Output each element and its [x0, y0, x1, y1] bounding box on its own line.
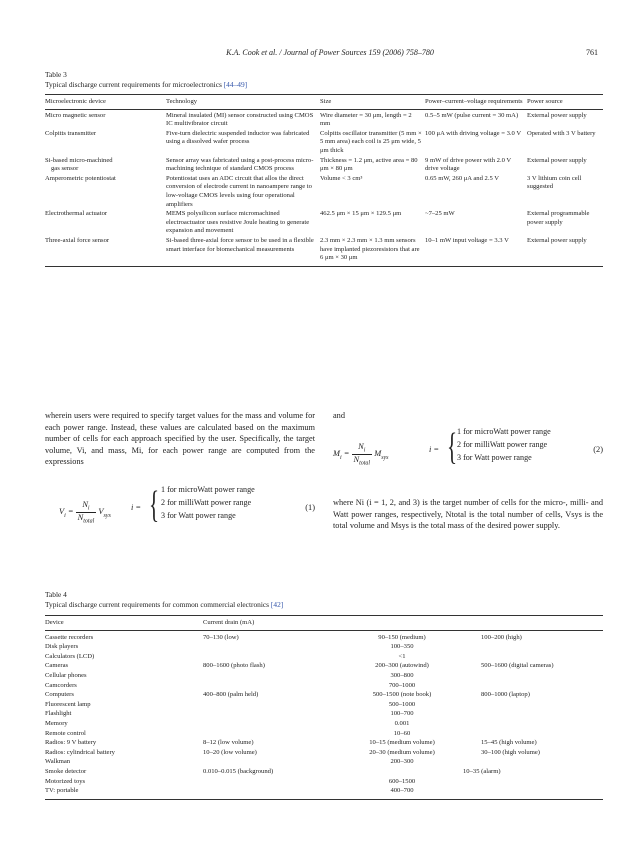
- table-row: [45, 129, 603, 156]
- table4-cell-current-low: 70–130 (low): [203, 633, 239, 641]
- table3-cell-power: 10–1 mW input voltage = 3.3 V: [425, 236, 509, 244]
- table4-cell-current-high: [463, 652, 603, 662]
- table3-cell-device: Colpitts transmitter: [45, 129, 97, 137]
- table3-header-power: Power–current–voltage requirements: [425, 98, 523, 105]
- eq1-numerator: N: [82, 500, 88, 509]
- equation-2: [333, 420, 603, 490]
- table-row: [45, 757, 603, 767]
- table4-cell-current-medium: 0.001: [394, 719, 410, 727]
- eq2-system-sub: sys: [381, 454, 389, 461]
- table4-cell-current-medium: [343, 767, 463, 777]
- table3-label: Table 3: [45, 70, 67, 79]
- right-paragraph: where Ni (i = 1, 2, and 3) is the target number of cells for the micro-, milli- and Watt power ranges, respectively, Ntotal is the total number of cells, Vsys is the total volume and Msys is the total mass of the desired power supply.: [333, 498, 603, 530]
- table4-cell-current-low: [203, 681, 343, 691]
- table4-cell-device: Radios: 9 V battery: [45, 739, 97, 747]
- table4-cell-current-medium: 100–350: [390, 643, 414, 651]
- equation-2-lhs: $M_i$ = $\frac{N_i}{N_{total}}$ $M_{sys}$: [333, 442, 389, 467]
- table4-cell-current-medium: 200–300: [390, 758, 414, 766]
- right-intro: and: [333, 411, 345, 420]
- eq2-condition: i =: [429, 445, 440, 454]
- table3-cell-device-line2: gas sensor: [51, 165, 79, 173]
- table4-cell-device: Walkman: [45, 758, 71, 766]
- running-head: K.A. Cook et al. / Journal of Power Sources 159 (2006) 758–780: [226, 48, 434, 57]
- table3-cell-source: 3 V lithium coin cell suggested: [527, 174, 582, 191]
- table4-cell-current-low: 10–20 (low volume): [203, 748, 257, 756]
- table4-cell-current-medium: 20–30 (medium volume): [369, 748, 435, 756]
- table3-header-source: Power source: [527, 98, 563, 105]
- table4-cell-current-high: [463, 642, 603, 652]
- table4-cell-current-medium: <1: [398, 652, 406, 660]
- table4-cell-current-low: [203, 642, 343, 652]
- table3-cell-power: 0.5–5 mW (pulse current = 30 mA): [425, 111, 519, 119]
- eq1-case-2: 2 for milliWatt power range: [161, 498, 252, 507]
- table4-cell-current-medium: 700–1000: [388, 681, 416, 689]
- table3-header-device: Microelectronic device: [45, 98, 106, 105]
- table3-cell-technology: Five-turn dielectric suspended inductor was fabricated using a dissolved wafer process: [166, 129, 310, 146]
- table4-cell-current-low: [203, 777, 343, 787]
- table-row: [45, 767, 603, 777]
- table4-cell-device: Memory: [45, 719, 68, 727]
- table4-header-current: Current drain (mA): [203, 619, 255, 626]
- table-row: [45, 661, 603, 671]
- table3-cell-size: 2.3 mm × 2.3 mm × 1.3 mm sensors have implanted piezoresistors that are 6 μm × 30 μm: [320, 236, 420, 262]
- eq1-denominator-sub: total: [83, 518, 95, 525]
- table3-cell-source: External power supply: [527, 111, 587, 119]
- table4-cell-device: Flashlight: [45, 710, 72, 718]
- table3-cell-technology: Si-based three-axial force sensor to be used in a flexible smart interface for biomechanical measurements: [166, 236, 314, 253]
- eq2-case-1: 1 for microWatt power range: [457, 427, 551, 436]
- table-row: [45, 748, 603, 758]
- table4-cell-current-high: [463, 700, 603, 710]
- table4-cell-current-medium: 100–700: [390, 710, 414, 718]
- table4-cell-current-high: [463, 709, 603, 719]
- table4-cell-current-medium: 500–1500 (note book): [372, 691, 432, 699]
- table4: [45, 615, 603, 800]
- table3-cell-technology: Potentiostat uses an ADC circuit that allos the direct conversion of electrode current in nanoampere range to low-voltage CMOS levels using four operational amplifiers: [166, 174, 312, 208]
- eq1-lhs-symbol: V: [59, 507, 65, 517]
- table4-cell-current-high: [463, 671, 603, 681]
- table-row: [45, 671, 603, 681]
- table4-cell-device: Radios: cylindrical battery: [45, 748, 115, 756]
- eq2-lhs-subscript: i: [339, 454, 342, 461]
- table-row: [45, 642, 603, 652]
- eq2-lhs-symbol: M: [333, 449, 340, 459]
- eq1-condition: i =: [131, 503, 142, 512]
- table3-cell-source: External programmable power supply: [527, 210, 590, 226]
- table3-cell-power: 9 mW of drive power with 2.0 V drive voltage: [425, 156, 512, 173]
- eq1-numerator-sub: i: [87, 505, 90, 512]
- table4-cell-device: Camcorders: [45, 681, 77, 689]
- table4-header-row: [45, 616, 603, 631]
- table4-cell-current-high: 500–1600 (digital cameras): [481, 662, 554, 670]
- table3-header-row: [45, 95, 603, 110]
- table4-cell-current-high: [463, 719, 603, 729]
- table-row: [45, 156, 603, 174]
- table4-header-device: Device: [45, 619, 64, 626]
- table4-cell-device: Cellular phones: [45, 671, 87, 679]
- table4-cell-current-high: 15–45 (high volume): [481, 739, 537, 747]
- table3-cell-device: Electrothermal actuator: [45, 210, 108, 218]
- eq1-lhs-subscript: i: [64, 512, 66, 519]
- table-row: [45, 690, 603, 700]
- table4-cell-current-low: 8–12 (low volume): [203, 739, 254, 747]
- table3-cell-size: Wire diameter = 30 μm, length = 2 mm: [320, 111, 412, 128]
- table4-cell-device: Fluorescent lamp: [45, 700, 91, 708]
- table3-cell-source: External power supply: [527, 236, 587, 244]
- table4-caption-text: Typical discharge current requirements for common commercial electronics: [45, 600, 270, 609]
- eq1-brace: {: [149, 484, 160, 526]
- table4-cell-current-medium: 10–15 (medium volume): [369, 739, 435, 747]
- table3-header-technology: Technology: [166, 98, 198, 105]
- table3-cell-device-line1: Si-based micro-machined: [45, 156, 113, 164]
- right-column: [333, 497, 603, 532]
- table3-header-size: Size: [320, 98, 332, 105]
- eq2-case-3: 3 for Watt power range: [457, 453, 532, 462]
- eq2-denominator: N: [353, 454, 360, 464]
- eq2-denominator-sub: total: [359, 460, 371, 467]
- table3-cell-size: Colpitts oscillator transmitter (5 mm × 5 mm area) each coil is 25 μm wide, 5 μm thick: [320, 129, 422, 154]
- eq2-brace: {: [447, 426, 458, 468]
- eq2-fraction: [352, 442, 373, 466]
- table4-cell-current-high: 800–1000 (laptop): [481, 691, 530, 699]
- table3-cell-size: Volume < 3 cm³: [320, 174, 363, 182]
- eq1-case-3: 3 for Watt power range: [161, 511, 236, 520]
- table-row: [45, 709, 603, 719]
- table4-body: [45, 630, 603, 799]
- table-row: [45, 630, 603, 642]
- eq2-case-2: 2 for milliWatt power range: [457, 440, 548, 449]
- table4-cell-device: Cassette recorders: [45, 633, 94, 641]
- table4-cell-device: Cameras: [45, 662, 69, 670]
- table3-cell-device: Micro magnetic sensor: [45, 111, 106, 119]
- table3-cell-source: External power supply: [527, 156, 587, 164]
- table3-caption: [45, 70, 247, 90]
- table3-cell-device: Three-axial force sensor: [45, 236, 110, 244]
- table4-cell-current-medium: 400–700: [390, 787, 414, 795]
- table4-cell-current-high: 30–100 (high volume): [481, 748, 540, 756]
- eq1-cases: [161, 483, 255, 522]
- left-column: [45, 410, 315, 468]
- table4-cell-current-high: [463, 757, 603, 767]
- table3-cell-device: [45, 156, 166, 174]
- table4-cell-current-high: 100–200 (high): [481, 633, 522, 641]
- table4-cell-current-low: [203, 729, 343, 739]
- equation-1: [45, 478, 315, 548]
- table3-cell-power: 0.65 mW, 260 μA and 2.5 V: [425, 174, 500, 182]
- table4-cell-device: Calculators (LCD): [45, 652, 95, 660]
- table3-cell-technology: Sensor array was fabricated using a post-process micro-machining technique of standard CMOS process: [166, 156, 314, 173]
- table3: [45, 94, 603, 267]
- eq2-numerator-sub: i: [363, 447, 366, 454]
- table4-cell-device: TV: portable: [45, 787, 79, 795]
- table-row: [45, 719, 603, 729]
- table4-cell-current-low: [203, 652, 343, 662]
- table4-cell-current-high: [463, 786, 603, 799]
- table4-cell-current-low: [203, 719, 343, 729]
- table4-cell-current-medium: 90–150 (medium): [378, 633, 426, 641]
- eq1-case-1: 1 for microWatt power range: [161, 485, 255, 494]
- eq2-cases: [457, 425, 551, 464]
- table-row: [45, 786, 603, 799]
- eq1-system-sub: sys: [103, 512, 111, 519]
- table4-cell-current-high: [463, 681, 603, 691]
- table-row: [45, 652, 603, 662]
- table3-cell-technology: MEMS polysilicon surface micromachined electroactuator uses resistive Joule heating to generate expansion and movement: [166, 210, 310, 235]
- page-number: 761: [586, 48, 598, 57]
- table3-cell-device: Amperometric potentiostat: [45, 174, 116, 182]
- table4-cell-current-medium: 600–1500: [388, 777, 416, 785]
- table4-cell-current-low: [203, 700, 343, 710]
- left-paragraph: wherein users were required to specify target values for the mass and volume for each power range. Instead, these values are calculated based on the maximum number of cells for each approach specified by the user. Specifically, the target volume, Vi, and mass, Mi, for each power range are computed from the expressions: [45, 411, 315, 466]
- table4-cell-current-medium: 300–800: [390, 671, 414, 679]
- table4-cell-device: Smoke detector: [45, 767, 87, 775]
- table3-cell-source: Operated with 3 V battery: [527, 129, 596, 137]
- table4-cell-current-low: 800–1600 (photo flash): [203, 662, 265, 670]
- table4-cell-current-medium: 200–300 (autowind): [375, 662, 429, 670]
- table3-cell-power: 100 μA with driving voltage = 3.0 V: [425, 129, 522, 137]
- table-row: [45, 174, 603, 209]
- table-row: [45, 236, 603, 266]
- table-row: [45, 700, 603, 710]
- table4-cell-device: Disk players: [45, 643, 79, 651]
- table4-cell-current-low: [203, 671, 343, 681]
- table4-cell-current-high: [463, 729, 603, 739]
- table4-reference-link[interactable]: [42]: [270, 600, 284, 609]
- eq1-denominator: N: [77, 512, 84, 522]
- table3-cell-size: 462.5 μm × 15 μm × 129.5 μm: [320, 210, 402, 218]
- eq1-fraction: [76, 500, 97, 524]
- table3-cell-technology: Mineral insulated (MI) sensor constructed using CMOS IC multivibrator circuit: [166, 111, 314, 128]
- table3-cell-size: Thickness = 1.2 μm, active area = 80 μm × 80 μm: [320, 156, 418, 173]
- eq1-system-symbol: V: [98, 507, 104, 517]
- table4-cell-device: Remote control: [45, 729, 86, 737]
- table3-caption-text: Typical discharge current requirements for microelectronics: [45, 80, 222, 89]
- table4-cell-device: Computers: [45, 691, 74, 699]
- table-row: [45, 738, 603, 748]
- eq2-system-symbol: M: [374, 449, 382, 459]
- table4-caption: [45, 590, 283, 610]
- table-row: [45, 209, 603, 236]
- table3-reference-link[interactable]: [44–49]: [223, 80, 248, 89]
- equation-1-lhs: $V_i$ = $\frac{N_i}{N_{total}}$ $V_{sys}$: [59, 500, 111, 525]
- table4-cell-current-low: [203, 757, 343, 767]
- table4-cell-current-medium: 10–60: [393, 729, 411, 737]
- table3-cell-power: ~7–25 mW: [425, 210, 455, 218]
- table4-cell-current-high: 10–35 (alarm): [463, 767, 501, 775]
- eq2-number: (2): [593, 445, 603, 454]
- table-row: [45, 109, 603, 129]
- table4-cell-current-low: 400–800 (palm held): [203, 691, 259, 699]
- table-row: [45, 729, 603, 739]
- table4-cell-current-low: [203, 709, 343, 719]
- table4-cell-device: Motorized toys: [45, 777, 86, 785]
- table-row: [45, 681, 603, 691]
- table4-cell-current-low: 0.010–0.015 (background): [203, 767, 274, 775]
- table4-cell-current-high: [463, 777, 603, 787]
- eq1-number: (1): [305, 503, 315, 512]
- eq2-numerator: N: [358, 442, 364, 451]
- table4-cell-current-low: [203, 786, 343, 799]
- table4-cell-current-medium: 500–1000: [388, 700, 416, 708]
- table4-label: Table 4: [45, 590, 67, 599]
- table-row: [45, 777, 603, 787]
